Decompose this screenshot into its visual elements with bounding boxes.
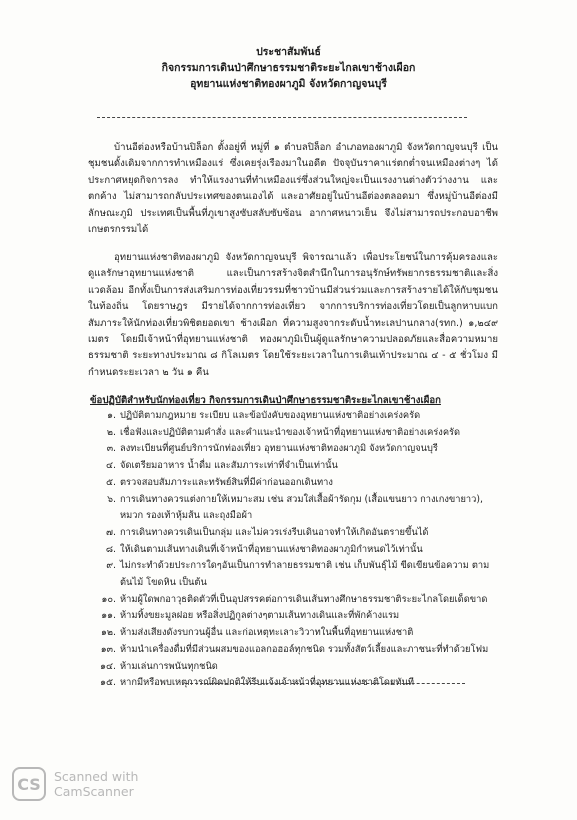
watermark-line2: CamScanner	[54, 784, 134, 799]
rule-item	[88, 408, 508, 425]
rule-item	[88, 659, 508, 676]
rule-number: ๘.	[105, 543, 116, 555]
rule-item	[88, 542, 508, 559]
rule-number: ๔.	[106, 460, 116, 472]
bottom-divider	[185, 683, 465, 684]
rule-item	[88, 458, 508, 475]
header-activity: กิจกรรมการเดินป่าศึกษาธรรมชาติระยะไกลเขาช้างเผือก	[161, 62, 416, 74]
rules-list	[88, 408, 508, 692]
rule-item	[88, 558, 508, 591]
rule-text: ห้ามส่งเสียงดังรบกวนผู้อื่น และก่อเหตุทะเลาะวิวาทในพื้นที่อุทยานแห่งชาติ	[120, 627, 414, 639]
rule-text: ไม่กระทำด้วยประการใดๆอันเป็นการทำลายธรรมชาติ เช่น เก็บพันธุ์ไม้ ขีดเขียนข้อความ ตามต้นไม้ โขดหิน เป็นต้น	[120, 560, 490, 589]
rule-number: ๑๓.	[100, 643, 116, 655]
rule-item	[88, 492, 508, 525]
rule-text: ปฏิบัติตามกฎหมาย ระเบียบ และข้อบังคับของอุทยานแห่งชาติอย่างเคร่งครัด	[120, 410, 421, 421]
rule-text: เชื่อฟังและปฏิบัติตามคำสั่ง และคำแนะนำของเจ้าหน้าที่อุทยานแห่งชาติอย่างเคร่งครัด	[120, 426, 461, 438]
rule-text: ตรวจสอบสัมภาระและทรัพย์สินที่มีค่าก่อนออกเดินทาง	[120, 476, 333, 488]
rule-item	[88, 475, 508, 492]
camscanner-logo: CS	[12, 767, 46, 801]
rule-item	[88, 625, 508, 642]
rule-text: การเดินทางควรเดินเป็นกลุ่ม และไม่ควรเร่งรีบเดินอาจทำให้เกิดอันตรายขึ้นได้	[120, 526, 429, 538]
header-title: ประชาสัมพันธ์	[256, 46, 321, 58]
top-divider	[97, 117, 467, 118]
rule-text: หากมีหรือพบเหตุการณ์ผิดปกติให้รีบแจ้งเจ้าหน้าที่อุทยานแห่งชาติโดยทันที	[120, 677, 414, 689]
header-park: อุทยานแห่งชาติทองผาภูมิ จังหวัดกาญจนบุรี	[190, 78, 387, 90]
rule-text: ให้เดินตามเส้นทางเดินที่เจ้าหน้าที่อุทยานแห่งชาติทองผาภูมิกำหนดไว้เท่านั้น	[120, 543, 423, 555]
rules-title: ข้อปฏิบัติสำหรับนักท่องเที่ยว กิจกรรมการเดินป่าศึกษาธรรมชาติระยะไกลเขาช้างเผือก	[90, 395, 441, 406]
rule-number: ๒.	[106, 426, 116, 438]
rule-text: ห้ามทิ้งขยะมูลฝอย หรือสิ่งปฏิกูลต่างๆตามเส้นทางเดินและที่พักค้างแรม	[120, 610, 400, 622]
watermark-text	[54, 769, 138, 799]
rule-text: จัดเตรียมอาหาร น้ำดื่ม และสัมภาระเท่าที่จำเป็นเท่านั้น	[120, 460, 338, 472]
rule-text: ห้ามเล่นการพนันทุกชนิด	[120, 660, 218, 672]
rule-number: ๗.	[106, 526, 116, 538]
rule-text: ห้ามผู้ใดพกอาวุธติดตัวที่เป็นอุปสรรคต่อการเดินเส้นทางศึกษาธรรมชาติระยะไกลโดยเด็ดขาด	[120, 593, 488, 605]
rule-number: ๑๑.	[101, 610, 116, 622]
rule-item	[88, 642, 508, 659]
camscanner-watermark	[12, 764, 138, 804]
rule-item	[88, 525, 508, 542]
rule-number: ๙.	[106, 560, 116, 572]
rule-number: ๓.	[106, 443, 116, 455]
rule-number: ๑.	[107, 410, 116, 421]
paragraph-village: บ้านอีต่องหรือบ้านปิล็อก ตั้งอยู่ที่ หมู่ที่ ๑ ตำบลปิล็อก อำเภอทองผาภูมิ จังหวัดกาญจนบุรี เป็นชุมชนดั้งเดิมจากการทำเหมืองแร่ ซึ่งเคยรุ่งเรืองมาในอดีต ปัจจุบันราคาแร่ตกต่ำจนเหมืองต่างๆ ได้ประกาศหยุดกิจการลง ทำให้แรงงานที่ทำเหมืองแร่ซึ่งส่วนใหญ่จะเป็นแรงงานต่างตัวว่างงาน และตกค้าง ไม่สามารถกลับประเทศของตนเองได้ และอาศัยอยู่ในบ้านอีต่องตลอดมา ซึ่งหมู่บ้านอีต่องมีลักษณะภูมิ ประเทศเป็นพื้นที่ภูเขาสูงซับสลับซับซ้อน อากาศหนาวเย็น จึงไม่สามารถประกอบอาชีพเกษตรกรรมได้	[88, 142, 498, 236]
rule-number: ๑๒.	[101, 627, 116, 639]
rule-number: ๖.	[107, 493, 116, 505]
rule-item	[88, 608, 508, 625]
rule-item	[88, 441, 508, 458]
rule-number: ๑๐.	[101, 593, 116, 605]
paragraph-park: อุทยานแห่งชาติทองผาภูมิ จังหวัดกาญจนบุรี พิจารณาแล้ว เพื่อประโยชน์ในการคุ้มครองและ ดูแลรักษาอุทยานแห่งชาติ และเป็นการสร้างจิตสำนึกในการอนุรักษ์ทรัพยากรธรรมชาติและสิ่งแวดล้อม อีกทั้งเป็นการส่งเสริมการท่องเที่ยวรรมที่ชาวบ้านมีส่วนร่วมและการสร้างรายได้ให้กับชุมชนในท้องถิ่น โดยราษฎร มีรายได้จากการท่องเที่ยว จากการบริการท่องเที่ยวโดยเป็นลูกหาบแบกสัมภาระให้นักท่องเที่ยวพิชิตยอดเขา ช้างเผือก ที่ความสูงจากระดับน้ำทะเลปานกลาง(รทก.) ๑,๒๔๙ เมตร โดยมีเจ้าหน้าที่อุทยานแห่งชาติ ทองผาภูมิเป็นผู้ดูแลรักษาความปลอดภัยและสื่อความหมายธรรมชาติ ระยะทางประมาณ ๘ กิโลเมตร โดยใช้ระยะเวลาในการเดินเท้าประมาณ ๔ - ๕ ชั่วโมง มีกำหนดระยะเวลา ๒ วัน ๑ คืน	[88, 252, 498, 378]
rule-text: การเดินทางควรแต่งกายให้เหมาะสม เช่น สวมใส่เสื้อผ้ารัดกุม (เสื้อแขนยาว กางเกงขายาว), หมวก รองเท้าหุ้มส้น และถุงมือผ้า	[120, 493, 483, 522]
rule-number: ๑๔.	[100, 660, 116, 672]
rule-number: ๑๕.	[100, 677, 116, 689]
rule-item	[88, 425, 508, 442]
rule-item	[88, 592, 508, 609]
watermark-line1: Scanned with	[54, 769, 139, 784]
document-header	[0, 44, 577, 92]
rule-text: ลงทะเบียนที่ศูนย์บริการนักท่องเที่ยว อุทยานแห่งชาติทองผาภูมิ จังหวัดกาญจนบุรี	[120, 443, 438, 455]
rule-number: ๕.	[106, 476, 116, 488]
rule-text: ห้ามนำเครื่องดื่มที่มีส่วนผสมของแอลกอฮอล์ทุกชนิด รวมทั้งสัตว์เลี้ยงและภาชนะที่ทำด้วยโฟม	[120, 643, 489, 655]
